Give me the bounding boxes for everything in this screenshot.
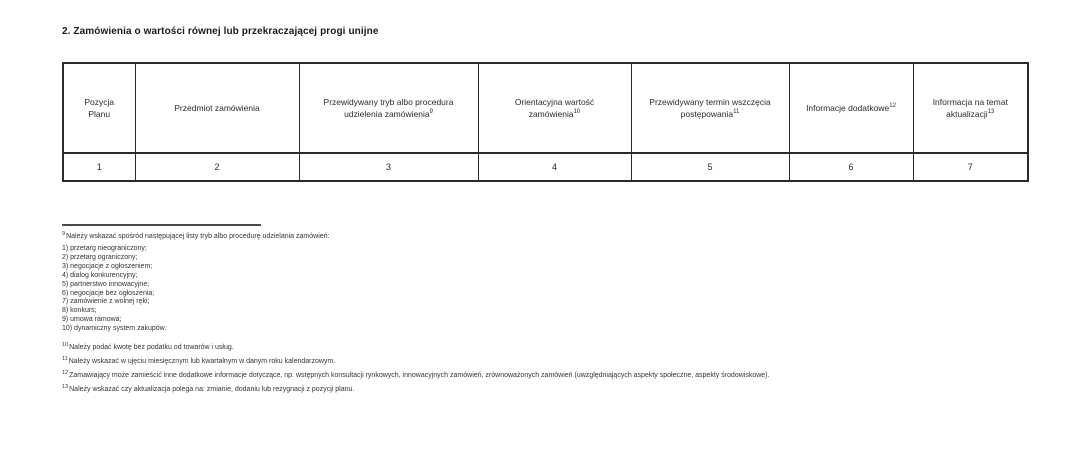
footnote-ref-10: 10 [573,109,581,116]
footnote-13: $^{13}$Należy wskazać czy aktualizacja polega na: zmianie, dodaniu lub rezygnacji z pozycji planu. [62,383,355,394]
column-number-cell: 6 [789,153,913,181]
column-number-cell: 3 [299,153,478,181]
footnote-list-item: 1) przetarg nieograniczony; [62,245,147,252]
footnote-12: $^{12}$Zamawiający może zamieścić inne dodatkowe informacje dotyczące, np. wstępnych konsultacji rynkowych, innowacyjnych zamówień, zrównoważonych zamówień (uwzględniających aspekty społeczne, aspekty środowiskowe). [62,369,770,380]
footnote-list-item: 2) przetarg ograniczony; [62,253,138,261]
footnote-10-marker: 10 [62,341,69,348]
footnote-list-item: 8) konkurs; [62,307,97,315]
footnote-list-item: 7) zamówienie z wolnej ręki; [62,298,150,306]
footnote-ref-11: 11 [733,109,740,116]
footnote-ref-9: 9 [429,109,433,116]
footnote-list-item: 4) dialog konkurencyjny; [62,271,138,279]
header-cell-informacje-dodatkowe: Informacje dodatkowe$^{12}$ [789,63,913,153]
header-cell-orientacyjna-wartosc: Orientacyjna wartość zamówienia$^{10}$ [478,63,631,153]
column-number-cell: 4 [478,153,631,181]
column-number-cell: 2 [135,153,299,181]
column-number-cell: 7 [913,153,1028,181]
footnote-ref-12: 12 [889,103,896,110]
procurement-plan-table [62,62,1029,182]
footnote-list-item: 3) negocjacje z ogłoszeniem; [62,262,153,270]
header-cell-tryb-procedura: Przewidywany tryb albo procedura udzielenia zamówienia$^9$ [299,63,478,153]
header-row [63,63,1028,153]
footnote-9-marker: 9 [62,230,66,237]
column-number-row [63,153,1028,181]
footnote-13-marker: 13 [62,383,69,390]
footnote-11-marker: 11 [62,355,68,362]
header-cell-aktualizacja: Informacja na temat aktualizacji$^{13}$ [913,63,1028,153]
footnote-list-item: 10) dynamiczny system zakupów. [62,325,167,333]
footnote-9: $^9$Należy wskazać spośród następującej listy tryb albo procedurę udzielania zamówień: [62,230,330,240]
footnote-list-item: 9) umowa ramowa; [62,316,122,324]
footnote-10: $^{10}$Należy podać kwotę bez podatku od towarów i usług. [62,341,234,352]
header-cell-termin-wszczecia: Przewidywany termin wszczęcia postępowania$^{11}$ [631,63,789,153]
footnote-list-item: 6) negocjacje bez ogłoszenia; [62,289,155,297]
footnote-9-list [62,245,1072,334]
column-number-cell: 1 [63,153,135,181]
footnote-12-marker: 12 [62,369,69,376]
footnote-11: $^{11}$Należy wskazać w ujęciu miesięcznym lub kwartalnym w danym roku kalendarzowym. [62,355,336,366]
footnote-ref-13: 13 [987,109,995,116]
column-number-cell: 5 [631,153,789,181]
page-title: 2. Zamówienia o wartości równej lub przekraczającej progi unijne [62,26,379,37]
footnotes-section [62,224,1072,394]
header-cell-pozycja-planu: Pozycja Planu [63,63,135,153]
footnote-separator [62,224,261,226]
header-cell-przedmiot-zamowienia: Przedmiot zamówienia [135,63,299,153]
footnote-list-item: 5) partnerstwo innowacyjne; [62,280,150,288]
